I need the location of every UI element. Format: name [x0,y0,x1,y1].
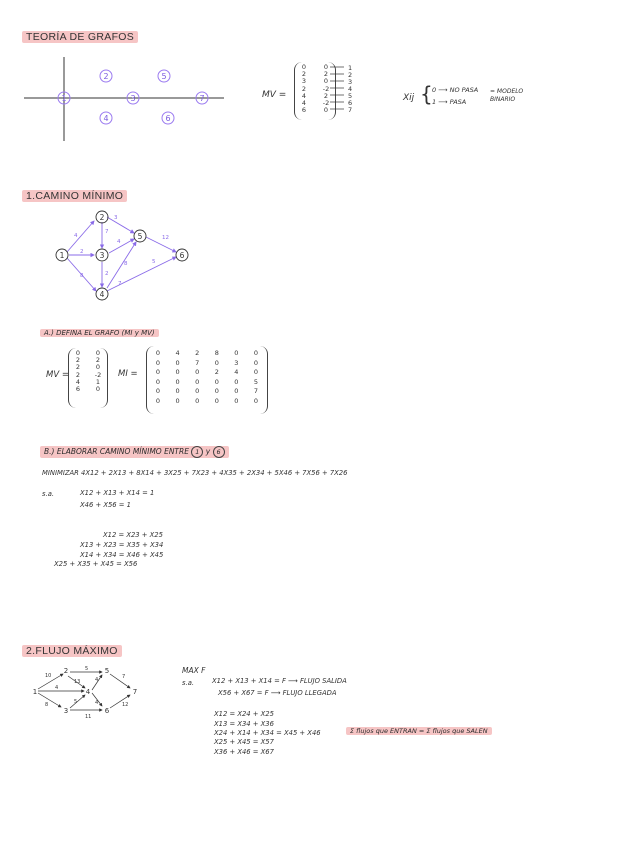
matrix-row: 2 2 [75,356,101,365]
node-label: 5 [137,232,143,241]
flow-equation: X25 + X45 = X57 [214,738,274,746]
node-ref-end: 6 [213,446,225,458]
subtitle-b: B.) ELABORAR CAMINO MÍNIMO ENTRE 1 y 6 [40,446,229,458]
node-label: 2 [63,667,69,675]
mv-label-teoria: MV = [262,90,287,100]
flow-equation: X36 + X46 = X67 [214,748,274,756]
edge-weight: 7 [122,674,126,680]
edge-weight: 7 [118,281,122,287]
graph-node-label: 5 [161,72,167,81]
matrix-row: 0 0 0 0 0 0 [155,396,259,405]
node-label: 4 [99,290,105,299]
matrix-row: 2 -2 [75,370,102,379]
objective-function: MINIMIZAR 4X12 + 2X13 + 8X14 + 3X25 + 7X23 + 4X35 + 2X34 + 5X46 + 7X56 + 7X26 [42,469,348,477]
node-label: 7 [132,688,138,696]
edge-weight: 4 [95,700,99,706]
node-label: 6 [104,707,110,715]
subtitle-a: A.) DEFINA EL GRAFO (MI y MV) [40,329,159,337]
edge-weight: 13 [74,679,81,685]
constraint-salida: X12 + X13 + X14 = F ⟶ FLUJO SALIDA [212,677,347,685]
edge-weight: 7 [105,229,109,235]
edge-weight: 5 [152,259,156,265]
brace: { [420,82,433,106]
graph-node-label: 7 [199,94,205,103]
flow-conservation-rule: Σ flujos que ENTRAN = Σ flujos que SALEN [346,727,492,735]
constraint: X12 + X13 + X14 = 1 [80,489,155,497]
shortest-path-graph [52,205,202,305]
coordinate-graph [20,55,230,145]
graph-node-label: 1 [61,94,67,103]
edge-weight: 11 [85,714,92,720]
edge-weight: 8 [45,702,49,708]
arrow-target: 3 [348,78,353,86]
arrow-target: 4 [348,85,353,93]
matrix-row: 2 0 [75,363,101,372]
mi-label: MI = [118,369,138,379]
edge-weight: 4 [55,685,59,691]
xij-case-1: 1 ⟶ PASA [432,98,467,106]
sa-label-camino: s.a. [42,490,55,498]
matrix-row: 6 0 [301,106,329,115]
arrow-target: 6 [348,99,353,107]
binary-model-note: = MODELO BINARIO [490,88,524,103]
matrix-row: 0 0 7 0 3 0 [155,358,259,367]
node-label: 2 [99,213,105,222]
matrix-row: 2 -2 [301,84,330,93]
arrow-target: 2 [348,71,353,79]
mv-arrows [330,63,360,119]
max-objective: MAX F [182,666,206,675]
edge-weight: 12 [122,702,129,708]
node-label: 5 [104,667,110,675]
matrix-row: 0 0 0 0 0 5 [155,377,259,386]
edge-weight: 8 [80,273,84,279]
sa-label-flujo: s.a. [182,679,195,687]
arrow-target: 1 [348,64,353,72]
section-title-teoria: TEORÍA DE GRAFOS [22,31,138,43]
edge-weight: 4 [117,239,121,245]
flow-equation: X13 + X23 = X35 + X34 [80,541,164,549]
edge-weight: 2 [105,271,109,277]
node-label: 3 [99,251,105,260]
arrow-target: 5 [348,92,353,100]
matrix-row: 6 0 [75,385,101,394]
node-ref-start: 1 [191,446,203,458]
xij-label: Xij [403,93,415,103]
matrix-row: 0 4 2 8 0 0 [155,349,259,357]
edge-weight: 10 [45,673,52,679]
edge-weight: 2 [80,249,84,255]
max-flow-graph [30,662,150,722]
edge-weight: 5 [85,666,89,672]
node-label: 6 [179,251,185,260]
flow-equation: X13 = X34 + X36 [214,720,274,728]
mv-matrix-camino [68,348,108,408]
section-title-flujo: 2.FLUJO MÁXIMO [22,645,122,657]
matrix-row: 4 -2 [301,99,330,108]
flow-equation: X12 = X24 + X25 [214,710,274,718]
xij-case-0: 0 ⟶ NO PASA [432,86,479,94]
matrix-row: 0 0 [301,63,329,71]
flow-equation: X14 + X34 = X46 + X45 [80,551,164,559]
arrow-target: 7 [348,106,353,114]
constraint: X46 + X56 = 1 [80,501,131,509]
node-label: 4 [85,688,91,696]
node-label: 1 [32,688,38,696]
graph-node-label: 2 [103,72,109,81]
constraint-llegada: X56 + X67 = F ⟶ FLUJO LLEGADA [218,689,337,697]
matrix-row: 3 0 [301,77,329,86]
graph-node-label: 4 [103,114,109,123]
edge-weight: 4 [74,233,78,239]
matrix-row: 0 0 0 2 4 0 [155,368,259,376]
graph-node-label: 6 [165,114,171,123]
edge-weight: 8 [124,261,128,267]
edge-weight: 3 [114,215,118,221]
node-label: 1 [59,251,65,260]
section-title-camino: 1.CAMINO MÍNIMO [22,190,127,202]
edge-weight: 12 [162,235,169,241]
matrix-row: 2 2 [301,70,329,79]
edge-weight: 4 [95,677,99,683]
edge-weight: 5 [74,699,78,705]
flow-equation: X12 = X23 + X25 [103,531,163,539]
flow-equation: X24 + X14 + X34 = X45 + X46 [214,729,321,737]
flow-equation: X25 + X35 + X45 = X56 [54,560,138,568]
matrix-row: 4 1 [75,377,101,386]
matrix-row: 4 2 [301,91,329,100]
node-label: 3 [63,707,69,715]
mi-matrix [146,346,268,414]
graph-node-label: 3 [130,94,136,103]
mv-label-camino: MV = [46,370,69,380]
matrix-row: 0 0 [75,349,101,357]
matrix-row: 0 0 0 0 0 7 [155,387,259,395]
